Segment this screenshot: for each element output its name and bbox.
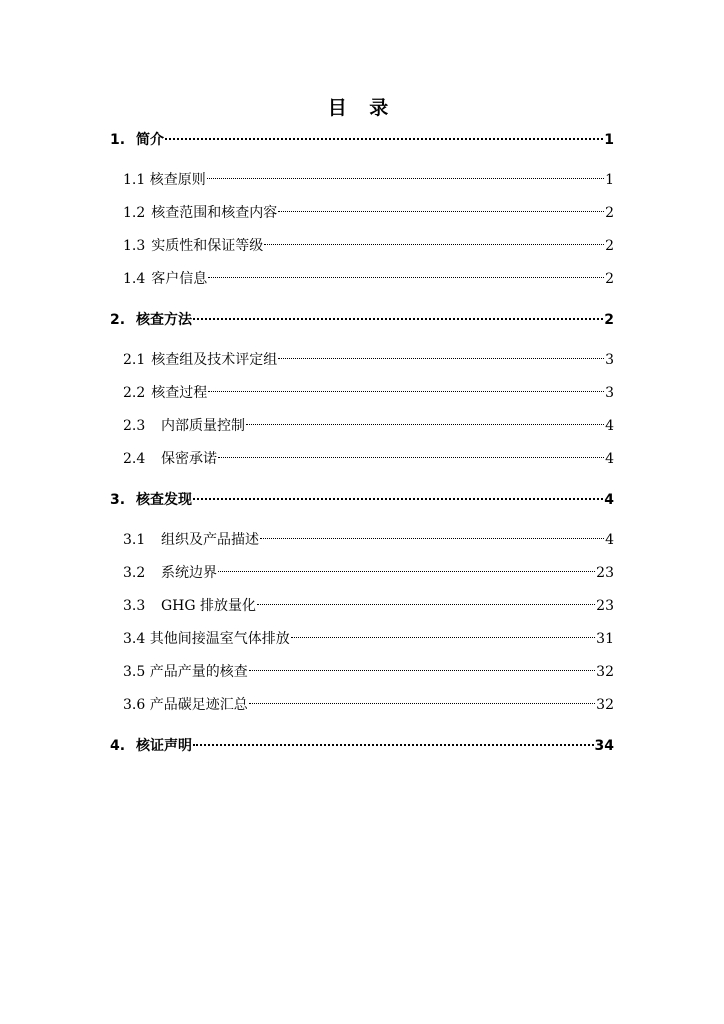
toc-entry-page: 23 <box>596 598 614 614</box>
toc-entry-label: 核查发现 <box>136 492 192 508</box>
toc-entry-section-3-5[interactable] <box>123 661 614 683</box>
toc-entry-label: 核查范围和核查内容 <box>151 205 278 221</box>
dot-leader <box>193 734 594 746</box>
toc-entry-page: 1 <box>605 172 614 188</box>
dot-leader <box>193 308 603 320</box>
toc-entry-section-3-1[interactable] <box>123 529 614 551</box>
toc-entry-label: 保密承诺 <box>161 451 217 467</box>
toc-entry-label: 产品产量的核查 <box>149 664 248 680</box>
toc-entry-page: 3 <box>605 385 614 401</box>
toc-entry-label: 核查原则 <box>149 172 206 188</box>
toc-entry-page: 2 <box>605 205 614 221</box>
toc-entry-label: 核查过程 <box>151 385 208 401</box>
dot-leader <box>249 693 595 704</box>
dot-leader <box>260 528 604 539</box>
toc-entry-number: 2.4 <box>123 451 146 467</box>
toc-entry-section-4[interactable] <box>110 735 614 757</box>
toc-entry-label: 客户信息 <box>151 271 208 287</box>
toc-entry-label: 核证声明 <box>136 738 192 754</box>
dot-leader <box>278 348 604 359</box>
toc-entry-number: 3.1 <box>123 532 146 548</box>
toc-entry-section-1-3[interactable] <box>123 235 614 257</box>
dot-leader <box>193 488 603 500</box>
toc-entry-page: 2 <box>605 271 614 287</box>
toc-entry-section-2-2[interactable] <box>123 382 614 404</box>
toc-entry-section-1[interactable] <box>110 129 614 151</box>
toc-entry-label: 组织及产品描述 <box>161 532 259 548</box>
toc-entry-page: 4 <box>604 492 614 508</box>
toc-entry-page: 4 <box>605 532 614 548</box>
toc-entry-page: 32 <box>596 697 614 713</box>
toc-title: 目 录 <box>327 97 397 119</box>
toc-entry-page: 34 <box>594 738 614 754</box>
toc-entry-section-2-3[interactable] <box>123 415 614 437</box>
toc-entry-number: 3.5 <box>123 664 150 680</box>
toc-entry-label: 简介 <box>136 132 164 148</box>
toc-entry-label: 系统边界 <box>161 565 217 581</box>
toc-entry-page: 3 <box>605 352 614 368</box>
toc-entry-section-2[interactable] <box>110 309 614 331</box>
dot-leader <box>208 381 604 392</box>
toc-entry-section-3[interactable] <box>110 489 614 511</box>
toc-entry-number: 1.2 <box>123 205 146 221</box>
dot-leader <box>218 561 595 572</box>
toc-entry-number: 1. <box>110 132 126 148</box>
toc-entry-label: 产品碳足迹汇总 <box>149 697 248 713</box>
toc-entry-number: 2.1 <box>123 352 146 368</box>
toc-entry-page: 1 <box>604 132 614 148</box>
toc-entry-section-1-4[interactable] <box>123 268 614 290</box>
toc-entry-page: 4 <box>605 418 614 434</box>
toc-entry-page: 31 <box>596 631 614 647</box>
toc-entry-section-3-3[interactable] <box>123 595 614 617</box>
toc-entry-number: 2.2 <box>123 385 146 401</box>
dot-leader <box>208 267 604 278</box>
toc-entry-number: 4. <box>110 738 126 754</box>
toc-entry-page: 23 <box>596 565 614 581</box>
toc-entry-number: 2.3 <box>123 418 146 434</box>
toc-entry-number: 3.3 <box>123 598 146 614</box>
toc-entry-number: 3. <box>110 492 126 508</box>
toc-entry-number: 3.6 <box>123 697 150 713</box>
toc-entry-number: 3.4 <box>123 631 150 647</box>
toc-entry-section-1-1[interactable] <box>123 169 614 191</box>
toc-entry-section-3-4[interactable] <box>123 628 614 650</box>
toc-entry-number: 1.3 <box>123 238 146 254</box>
toc-entry-number: 2. <box>110 312 126 328</box>
dot-leader <box>249 660 595 671</box>
toc-entry-label: 内部质量控制 <box>161 418 245 434</box>
toc-entry-label: GHG 排放量化 <box>161 598 257 614</box>
toc-entry-page: 2 <box>604 312 614 328</box>
toc-entry-section-3-2[interactable] <box>123 562 614 584</box>
dot-leader <box>246 414 604 425</box>
toc-entry-label: 实质性和保证等级 <box>151 238 264 254</box>
dot-leader <box>165 128 603 140</box>
dot-leader <box>278 201 604 212</box>
toc-entry-section-2-1[interactable] <box>123 349 614 371</box>
dot-leader <box>257 594 595 605</box>
toc-entry-section-3-6[interactable] <box>123 694 614 716</box>
dot-leader <box>291 627 595 638</box>
toc-entry-number: 1.1 <box>123 172 150 188</box>
toc-entry-label: 核查方法 <box>136 312 192 328</box>
toc-entry-page: 2 <box>605 238 614 254</box>
toc-entry-label: 其他间接温室气体排放 <box>149 631 290 647</box>
toc-entry-label: 核查组及技术评定组 <box>151 352 278 368</box>
toc-entry-number: 3.2 <box>123 565 146 581</box>
dot-leader <box>218 447 604 458</box>
toc-entry-section-1-2[interactable] <box>123 202 614 224</box>
toc-entry-section-2-4[interactable] <box>123 448 614 470</box>
dot-leader <box>207 168 604 179</box>
dot-leader <box>264 234 604 245</box>
toc-entry-page: 4 <box>605 451 614 467</box>
toc-entry-page: 32 <box>596 664 614 680</box>
toc-entry-number: 1.4 <box>123 271 146 287</box>
